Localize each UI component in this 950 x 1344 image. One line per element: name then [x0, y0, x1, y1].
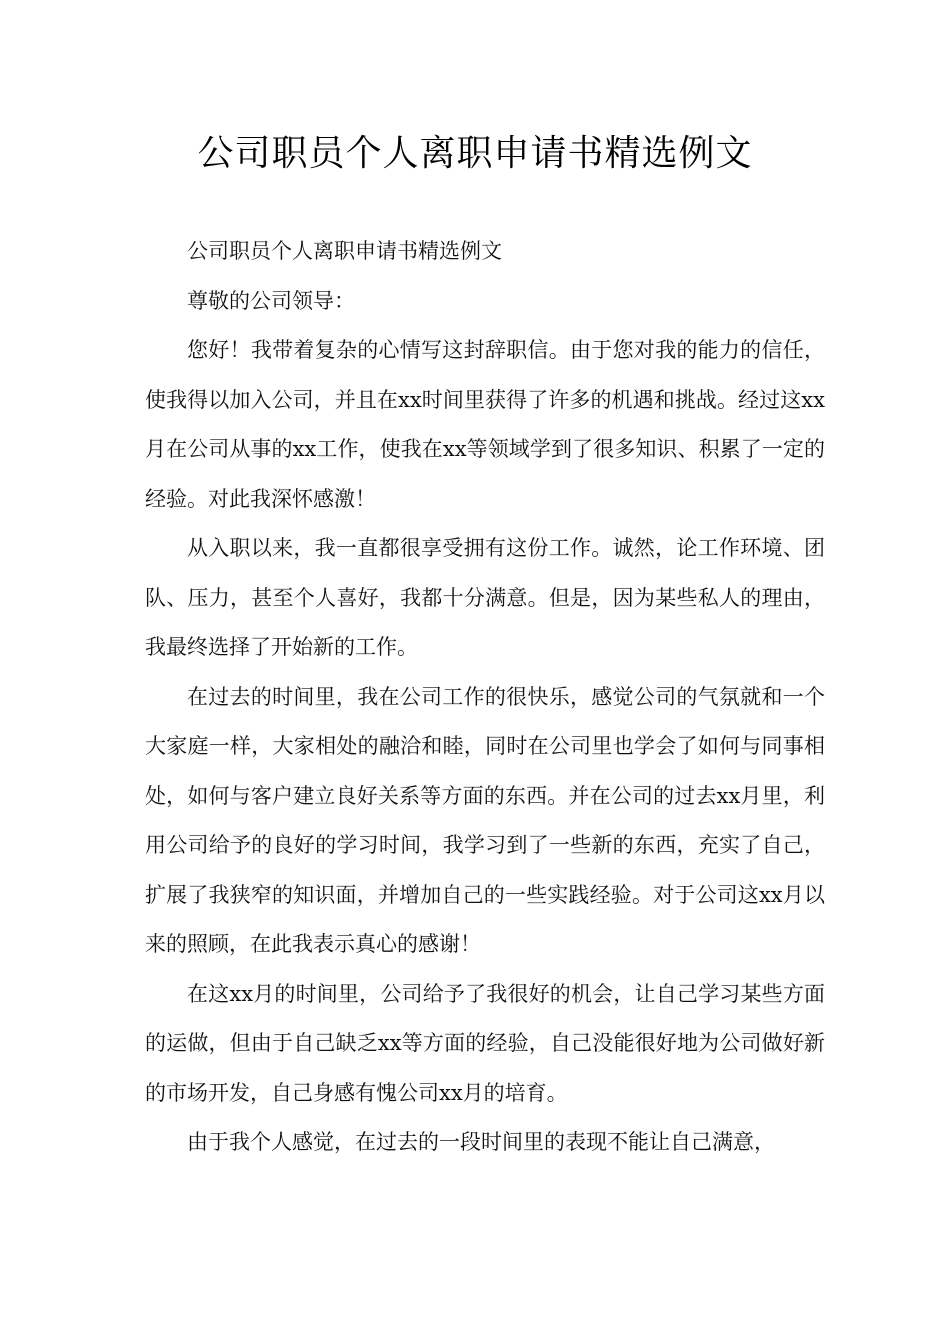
subtitle-paragraph: 公司职员个人离职申请书精选例文	[187, 239, 502, 263]
body-paragraph: 在过去的时间里，我在公司工作的很快乐，感觉公司的气氛就和一个大家庭一样，大家相处的融洽和睦，同时在公司里也学会了如何与同事相处，如何与客户建立良好关系等方面的东西。并在公司的过去xx月里，利用公司给予的良好的学习时间，我学习到了一些新的东西，充实了自己，扩展了我狭窄的知识面，并增加自己的一些实践经验。对于公司这xx月以来的照顾，在此我表示真心的感谢！	[145, 684, 825, 956]
body-paragraph: 从入职以来，我一直都很享受拥有这份工作。诚然，论工作环境、团队、压力，甚至个人喜好，我都十分满意。但是，因为某些私人的理由，我最终选择了开始新的工作。	[145, 536, 825, 659]
document-body	[145, 227, 825, 1168]
document-title: 公司职员个人离职申请书精选例文	[197, 133, 753, 174]
body-paragraph: 在这xx月的时间里，公司给予了我很好的机会，让自己学习某些方面的运做，但由于自己缺乏xx等方面的经验，自己没能很好地为公司做好新的市场开发，自己身感有愧公司xx月的培育。	[145, 981, 825, 1105]
body-paragraph: 由于我个人感觉，在过去的一段时间里的表现不能让自己满意，	[187, 1130, 775, 1154]
salutation-paragraph: 尊敬的公司领导：	[187, 288, 355, 313]
body-paragraph: 您好！我带着复杂的心情写这封辞职信。由于您对我的能力的信任，使我得以加入公司，并且在xx时间里获得了许多的机遇和挑战。经过这xx月在公司从事的xx工作，使我在xx等领域学到了很多知识、积累了一定的经验。对此我深怀感激！	[145, 338, 825, 511]
